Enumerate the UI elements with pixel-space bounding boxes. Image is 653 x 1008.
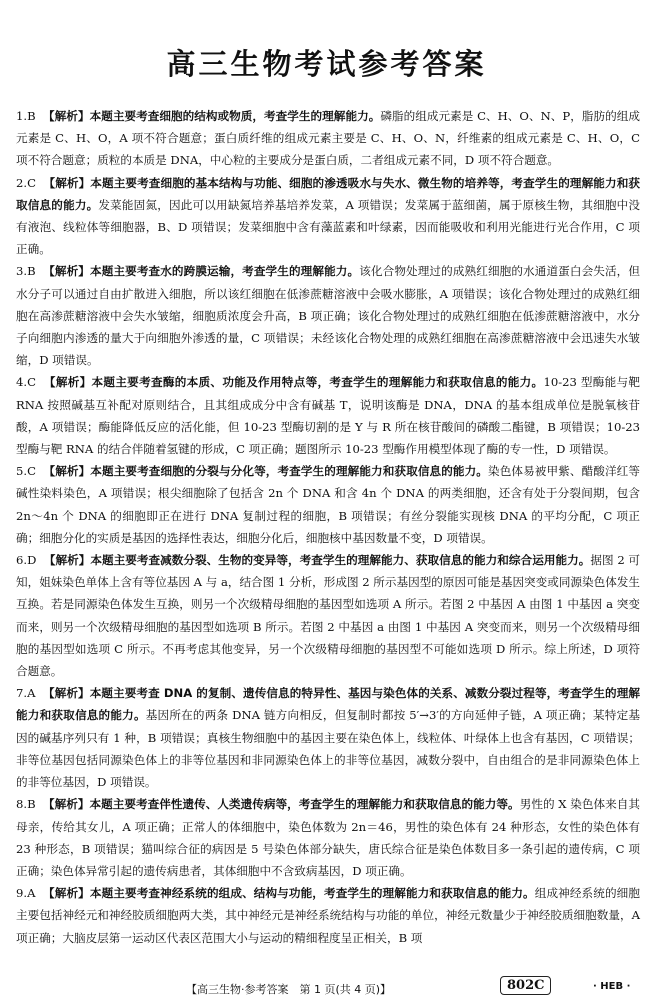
answer-item [16,172,640,261]
item-answer: A [27,686,36,701]
answer-item [16,682,640,793]
item-text: 发菜能固氮，因此可以用缺氮培养基培养发菜，A 项错误；发菜属于蓝细菌，属于原核生物，其细胞中没有液泡、线粒体等细胞器，B、D 项错误；发菜细胞中含有藻蓝素和叶绿素，因而能吸收和利用光能进行光合作用，C 项正确。 [16,197,640,257]
item-heading: 【解析】本题主要考查 DNA 的复制、遗传信息的特异性、基因与染色体的关系、减数分裂过程等，考查学生的理解能力和获取信息的能力。 [16,686,640,723]
footer-page-info: 【高三生物·参考答案 第 1 页(共 4 页)】 [186,983,392,996]
item-heading: 【解析】本题主要考查细胞的结构或物质，考查学生的理解能力。 [43,109,381,123]
item-answer: A [27,886,36,901]
item-answer: C [27,175,36,190]
item-heading: 【解析】本题主要考查水的跨膜运输，考查学生的理解能力。 [43,264,360,279]
item-text: 据图 2 可知，姐妹染色单体上含有等位基因 A 与 a，结合图 1 分析，形成图 2 所示基因型的原因可能是基因突变或同源染色体发生互换。若是同源染色体发生互换，则另一个次级精母细胞的基因型如选项 A 所示。若图 2 中基因 A 由图 1 中基因 a 突变而来，则另一个次级精母细胞的基因型如选项 B 所示。若图 2 中基因 a 由图 1 中基因 A 突变而来，则另一个次级精母细胞的基因型如选项 C 所示。不再考虑其他变异，另一个次级精母细胞的基因型不可能如选项 D 所示。综上所述，D 项符合题意。 [16,553,641,679]
item-heading: 【解析】本题主要考查细胞的基本结构与功能、细胞的渗透吸水与失水、微生物的培养等，考查学生的理解能力和获取信息的能力。 [16,175,640,212]
item-number: 5. [16,464,28,479]
item-number: 2. [16,175,28,190]
item-number: 9. [16,886,28,901]
footer-exam-code: 802C [500,976,551,995]
item-heading: 【解析】本题主要考查神经系统的组成、结构与功能，考查学生的理解能力和获取信息的能力。 [43,886,535,901]
answer-item [16,371,640,460]
item-answer: B [27,264,36,279]
page-title: 高三生物考试参考答案 [166,47,487,81]
item-number: 4. [16,375,28,390]
item-answer: B [27,109,36,123]
item-number: 3. [16,264,28,279]
item-answer: D [27,553,37,568]
answer-item [16,105,640,172]
item-number: 6. [16,553,28,568]
item-number: 1. [16,109,28,123]
item-number: 8. [16,797,28,812]
item-heading: 【解析】本题主要考查伴性遗传、人类遗传病等，考查学生的理解能力和获取信息的能力等。 [43,797,520,812]
answer-list [16,105,640,949]
item-text: 该化合物处理过的成熟红细胞的水通道蛋白会失活，但水分子可以通过自由扩散进入细胞，所以该红细胞在低渗蔗糖溶液中会吸水膨胀，A 项错误；该化合物处理过的成熟红细胞在高渗蔗糖溶液中会失水皱缩，细胞质浓度会升高，B 项正确；该化合物处理过的成熟红细胞在低渗蔗糖溶液中，水分子向细胞内渗透的量大于向细胞外渗透的量，C 项错误；未经该化合物处理的成熟红细胞在高渗蔗糖溶液中会迅速失水皱缩，D 项错误。 [16,264,640,368]
item-text: 10-23 型酶能与靶 RNA 按照碱基互补配对原则结合，且其组成成分中含有碱基 T，说明该酶是 DNA，DNA 的基本组成单位是脱氧核苷酸，A 项错误；酶能降低反应的活化能，但 10-23 型酶切割的是 Y 与 R 所在核苷酸间的磷酸二酯键，B 项错误；10-23 型酶与靶 RNA 的结合伴随着氢键的形成，C 项正确；题图所示 10-23 型酶作用模型体现了酶的专一性，D 项错误。 [16,375,641,457]
answer-item [16,793,640,882]
answer-item [16,260,640,371]
item-heading: 【解析】本题主要考查酶的本质、功能及作用特点等，考查学生的理解能力和获取信息的能力。 [43,375,544,390]
item-heading: 【解析】本题主要考查减数分裂、生物的变异等，考查学生的理解能力、获取信息的能力和综合运用能力。 [43,553,591,568]
answer-item [16,882,640,949]
item-answer: C [27,464,36,479]
item-heading: 【解析】本题主要考查细胞的分裂与分化等，考查学生的理解能力和获取信息的能力。 [43,464,489,479]
item-answer: B [27,797,36,812]
item-text: 基因所在的两条 DNA 链方向相反，但复制时都按 5′→3′的方向延伸子链，A 项正确；某特定基因的碱基序列只有 1 种，B 项错误；真核生物细胞中的基因主要在染色体上，线粒体、叶绿体上也含有基因，C 项错误；非等位基因包括同源染色体上的非等位基因和非同源染色体上的非等位基因，减数分裂中，自由组合的是非同源染色体上的非等位基因，D 项错误。 [16,708,640,790]
item-text: 组成神经系统的细胞主要包括神经元和神经胶质细胞两大类，其中神经元是神经系统结构与功能的单位，神经元数量少于神经胶质细胞数量，A 项正确；大脑皮层第一运动区代表区范围大小与运动的精细程度呈正相关，B 项 [16,886,640,945]
item-text: 染色体易被甲紫、醋酸洋红等碱性染料染色，A 项错误；根尖细胞除了包括含 2n 个 DNA 和含 4n 个 DNA 的两类细胞，还含有处于分裂间期，包含 2n～4n 个 DNA 的细胞即正在进行 DNA 复制过程的细胞，B 项错误；有丝分裂能实现核 DNA 的平均分配，C 项正确；细胞分化的实质是基因的选择性表达，细胞分化后，细胞核中基因数量不变，D 项错误。 [16,464,640,545]
item-number: 7. [16,686,28,701]
answer-item [16,549,640,682]
item-text: 男性的 X 染色体来自其母亲，传给其女儿，A 项正确；正常人的体细胞中，染色体数为 2n＝46，男性的染色体有 24 种形态，女性的染色体有 23 种形态，B 项错误；猫叫综合征的病因是 5 号染色体部分缺失，唐氏综合征是染色体数目多一条引起的遗传病，C 项正确；染色体异常引起的遗传病患者，其体细胞中不含致病基因，D 项正确。 [16,797,640,878]
page-footer [0,974,653,1000]
answer-item [16,460,640,549]
footer-region-code: · HEB · [593,981,631,992]
item-text: 磷脂的组成元素是 C、H、O、N、P，脂肪的组成元素是 C、H、O，A 项不符合题意；蛋白质纤维的组成元素主要是 C、H、O、N，纤维素的组成元素是 C、H、O，C 项不符合题意；质粒的本质是 DNA，中心粒的主要成分是蛋白质，二者组成元素不同，D 项不符合题意。 [16,109,640,168]
item-answer: C [27,375,36,390]
